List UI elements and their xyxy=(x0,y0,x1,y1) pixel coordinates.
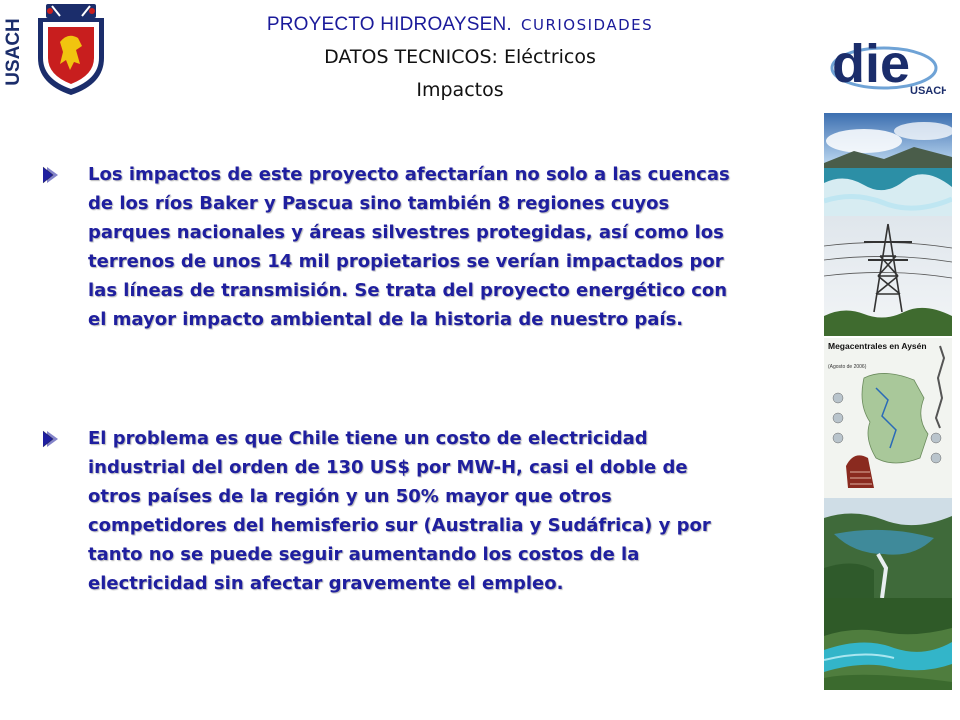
photo-transmission-tower xyxy=(824,216,952,336)
bullet-item xyxy=(40,160,740,334)
title-main: PROYECTO HIDROAYSEN. xyxy=(266,14,512,35)
map-title: Megacentrales en Aysén xyxy=(828,341,927,351)
arrow-bullet-icon xyxy=(40,428,62,450)
title-sub: CURIOSIDADES xyxy=(521,16,654,34)
die-logo-text: die xyxy=(832,34,911,94)
subtitle-impactos: Impactos xyxy=(416,79,504,101)
photo-dam-reservoir xyxy=(824,498,952,598)
usach-vertical-logo xyxy=(2,6,24,98)
die-logo xyxy=(828,30,946,100)
arrow-bullet-icon xyxy=(40,164,62,186)
usach-vertical-text: USACH xyxy=(3,18,24,86)
bullet-text: Los impactos de este proyecto afectarían no solo a las cuencas de los ríos Baker y Pascua sino también 8 regiones cuyos parques nacionales y áreas silvestres protegidas, así como los terrenos de unos 14 mil propietarios se verían impactados por las líneas de transmisión. Se trata del proyecto energético con el mayor impacto ambiental de la historia de nuestro país. xyxy=(88,164,730,330)
photo-turquoise-river xyxy=(824,598,952,690)
bullet-item xyxy=(40,424,740,598)
bullet-list xyxy=(40,160,740,598)
bullet-text: El problema es que Chile tiene un costo de electricidad industrial del orden de 130 US$ por MW-H, casi el doble de otros países de la región y un 50% mayor que otros competidores del hemisferio sur (Australia y Sudáfrica) y por tanto no se puede seguir aumentando los costos de la electricidad sin afectar gravemente el empleo. xyxy=(88,428,711,594)
photo-river-rapids xyxy=(824,113,952,216)
map-subtitle: (Agosto de 2006) xyxy=(828,364,867,370)
page-title xyxy=(150,14,770,36)
die-logo-subtext: USACH xyxy=(910,85,946,97)
map-megacentrales-aysen xyxy=(824,338,952,498)
university-crest xyxy=(30,2,112,97)
subtitle: DATOS TECNICOS: Eléctricos xyxy=(324,46,596,68)
